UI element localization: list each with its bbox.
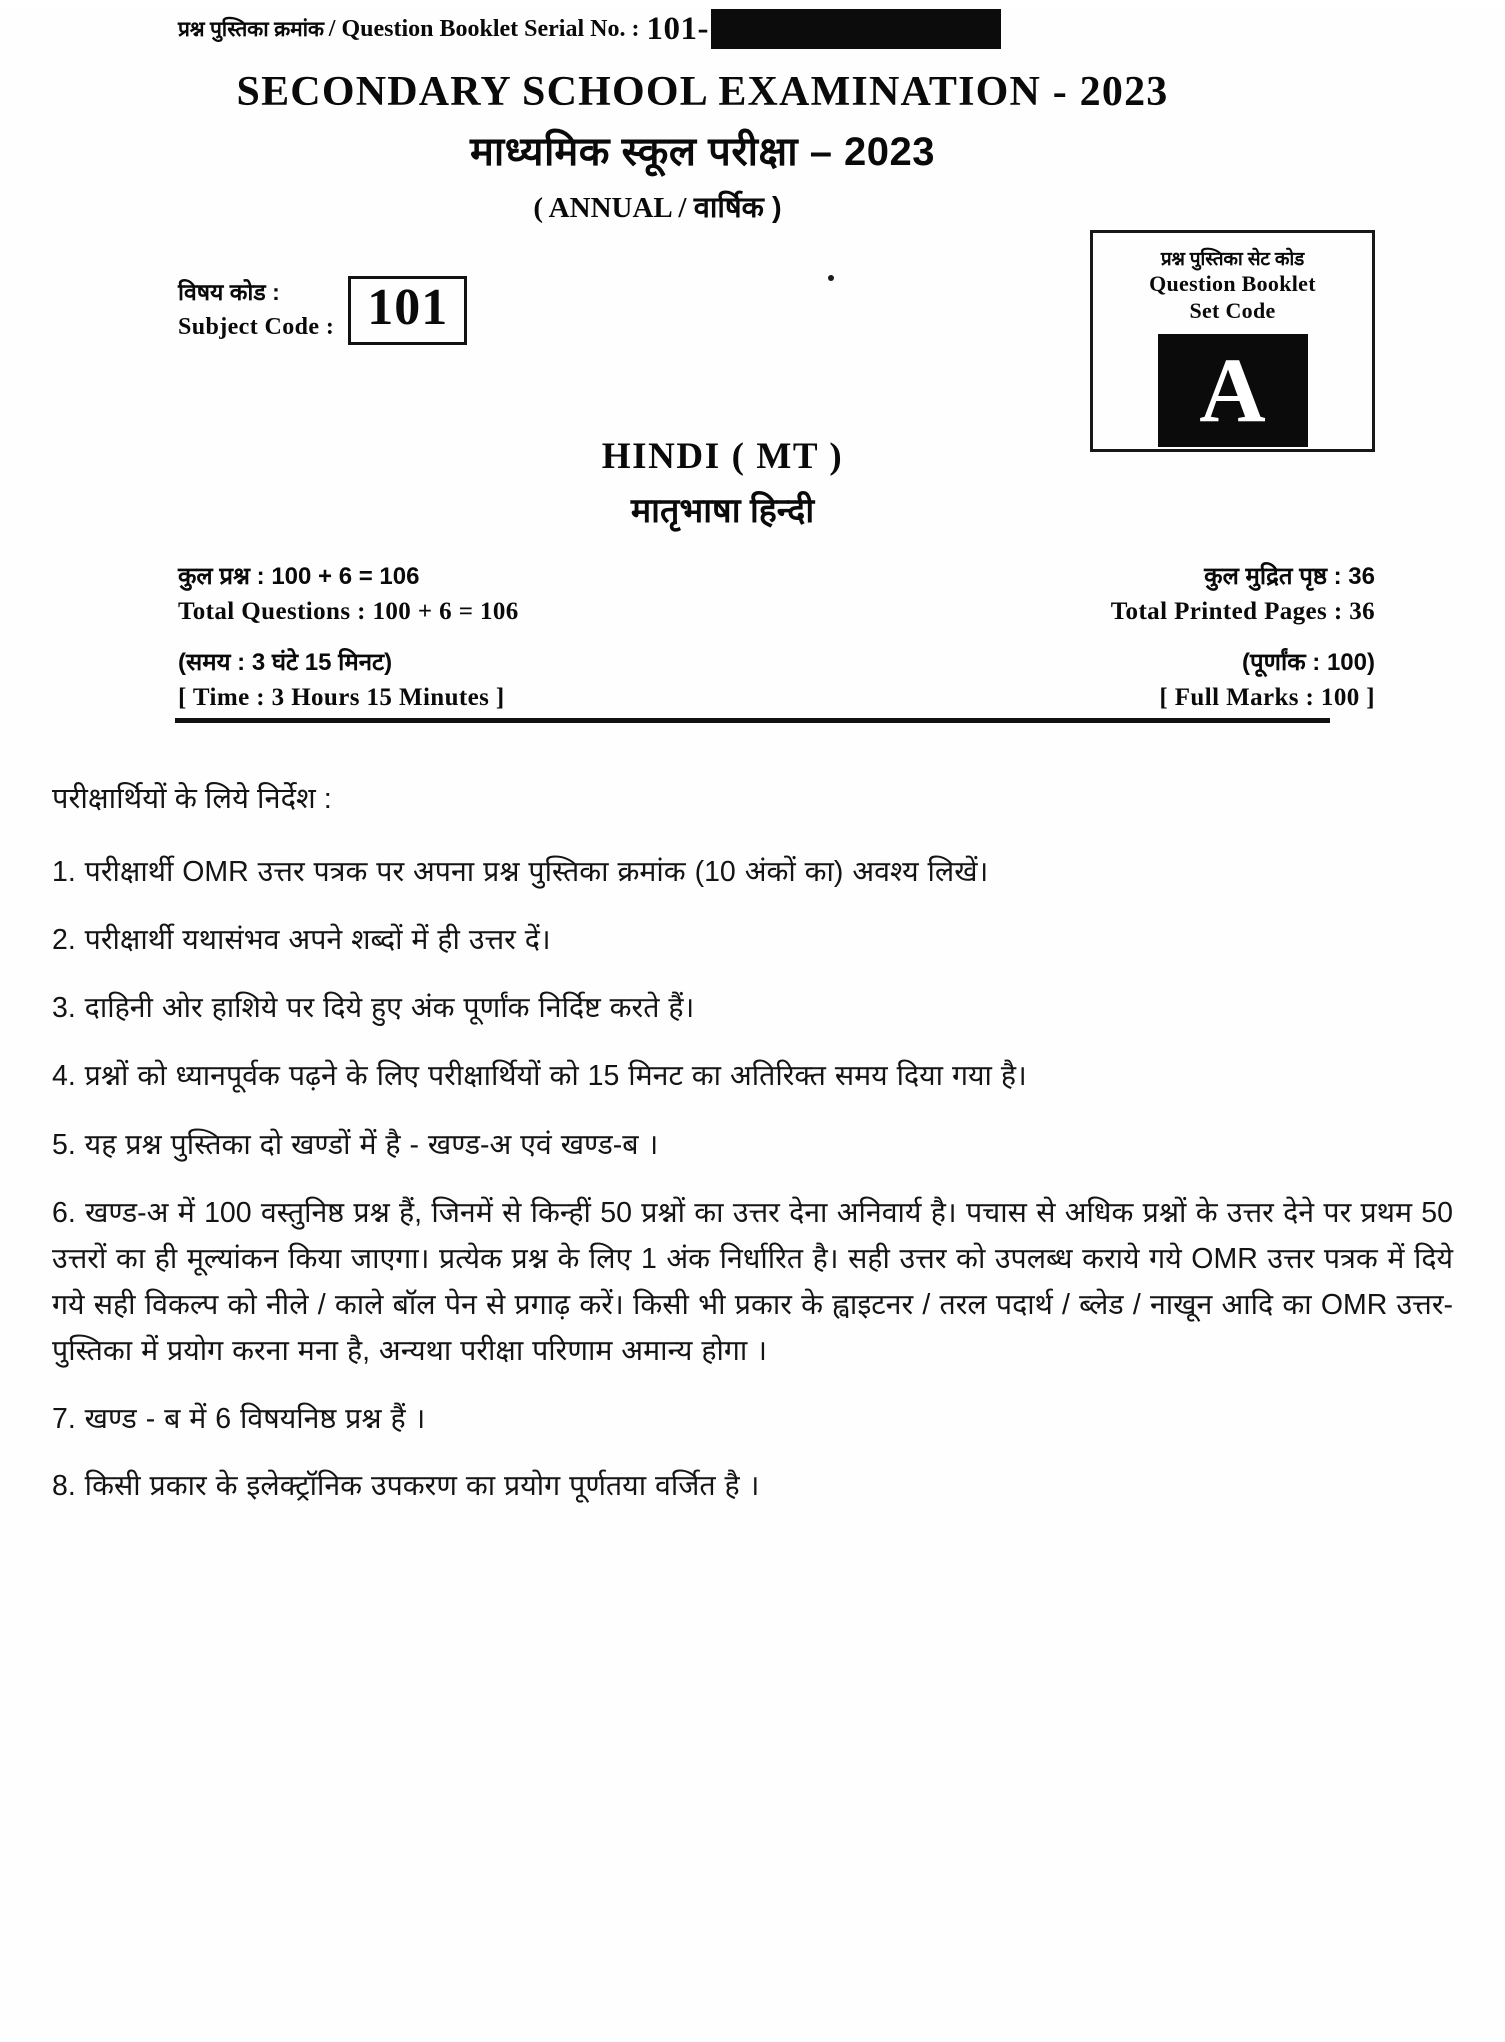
total-questions-hindi: कुल प्रश्न : 100 + 6 = 106	[178, 563, 420, 590]
meta-spacer-left	[178, 630, 519, 646]
serial-separator: /	[328, 15, 336, 42]
subject-code-labels	[178, 276, 334, 344]
instructions-heading: परीक्षार्थियों के लिये निर्देश :	[52, 783, 332, 815]
total-questions-english: Total Questions : 100 + 6 = 106	[178, 598, 519, 626]
exam-meta-left	[178, 560, 519, 715]
time-english: [ Time : 3 Hours 15 Minutes ]	[178, 683, 505, 711]
full-marks-hindi: (पूर्णांक : 100)	[1242, 648, 1375, 676]
set-code-label-english-line2: Set Code	[1189, 297, 1276, 323]
instruction-item: 4. प्रश्नों को ध्यानपूर्वक पढ़ने के लिए परीक्षार्थियों को 15 मिनट का अतिरिक्त समय दिया गया है।	[52, 1060, 1027, 1093]
subject-name-english: HINDI ( MT )	[601, 436, 844, 477]
instruction-item: 2. परीक्षार्थी यथासंभव अपने शब्दों में ही उत्तर दें।	[52, 924, 551, 957]
question-booklet-serial-row	[178, 8, 1373, 50]
exam-type-english: ( ANNUAL /	[533, 192, 687, 224]
exam-meta-row	[0, 560, 1505, 740]
exam-type-hindi: वार्षिक )	[693, 192, 782, 224]
subject-code-label-hindi: विषय कोड :	[178, 279, 280, 306]
instruction-item: 8. किसी प्रकार के इलेक्ट्रॉनिक उपकरण का प्रयोग पूर्णतया वर्जित है ।	[52, 1469, 760, 1502]
full-marks-english: [ Full Marks : 100 ]	[1159, 683, 1375, 711]
stray-ink-dot	[828, 275, 834, 281]
set-code-label-hindi: प्रश्न पुस्तिका सेट कोड	[1160, 249, 1305, 270]
subject-name-hindi: मातृभाषा हिन्दी	[630, 492, 815, 530]
meta-spacer-right	[1111, 630, 1375, 646]
instruction-item: 7. खण्ड - ब में 6 विषयनिष्ठ प्रश्न हैं ।	[52, 1403, 426, 1436]
printed-pages-english: Total Printed Pages : 36	[1110, 598, 1375, 626]
set-code-label-english-line1: Question Booklet	[1149, 271, 1316, 296]
instruction-item: 3. दाहिनी ओर हाशिये पर दिये हुए अंक पूर्णांक निर्दिष्ट करते हैं।	[52, 992, 695, 1025]
serial-label-english-text: Question Booklet Serial No. :	[341, 15, 640, 42]
subject-code-label-english: Subject Code :	[178, 313, 335, 340]
code-row	[0, 218, 1505, 441]
exam-paper-cover-page	[0, 8, 1505, 2042]
printed-pages-hindi: कुल मुद्रित पृष्ठ : 36	[1204, 563, 1375, 590]
set-code-value: A	[1158, 334, 1308, 447]
page-title-hindi: माध्यमिक स्कूल परीक्षा – 2023	[469, 130, 936, 174]
serial-redaction-block	[711, 9, 1001, 49]
subject-code-value-box: 101	[348, 276, 467, 345]
subject-code-block	[178, 276, 467, 345]
exam-meta-right	[1111, 560, 1375, 715]
instructions-section	[52, 776, 1453, 1509]
serial-number-value: 101-	[646, 10, 709, 47]
page-title-english: SECONDARY SCHOOL EXAMINATION - 2023	[236, 69, 1169, 115]
instruction-item: 6. खण्ड-अ में 100 वस्तुनिष्ठ प्रश्न हैं, जिनमें से किन्हीं 50 प्रश्नों का उत्तर देना अनिवार्य है। पचास से अधिक प्रश्नों के उत्तर देने पर प्रथम 50 उत्तरों का ही मूल्यांकन किया जाएगा। प्रत्येक प्रश्न के लिए 1 अंक निर्धारित है। सही उत्तर को उपलब्ध कराये गये OMR उत्तर पत्रक में दिये गये सही विकल्प को नीले / काले बॉल पेन से प्रगाढ़ करें। किसी भी प्रकार के ह्वाइटनर / तरल पदार्थ / ब्लेड / नाखून आदि का OMR उत्तर-पुस्तिका में प्रयोग करना मना है, अन्यथा परीक्षा परिणाम अमान्य होगा ।	[52, 1196, 1453, 1368]
question-booklet-set-code-box	[1090, 230, 1375, 452]
serial-label-english	[329, 16, 640, 43]
instruction-item: 1. परीक्षार्थी OMR उत्तर पत्रक पर अपना प्रश्न पुस्तिका क्रमांक (10 अंकों का) अवश्य लिखें।	[52, 855, 989, 888]
instruction-item: 5. यह प्रश्न पुस्तिका दो खण्डों में है - खण्ड-अ एवं खण्ड-ब ।	[52, 1128, 659, 1161]
horizontal-divider-rule	[175, 718, 1330, 723]
time-hindi: (समय : 3 घंटे 15 मिनट)	[178, 648, 393, 676]
serial-label-hindi: प्रश्न पुस्तिका क्रमांक	[178, 18, 324, 41]
